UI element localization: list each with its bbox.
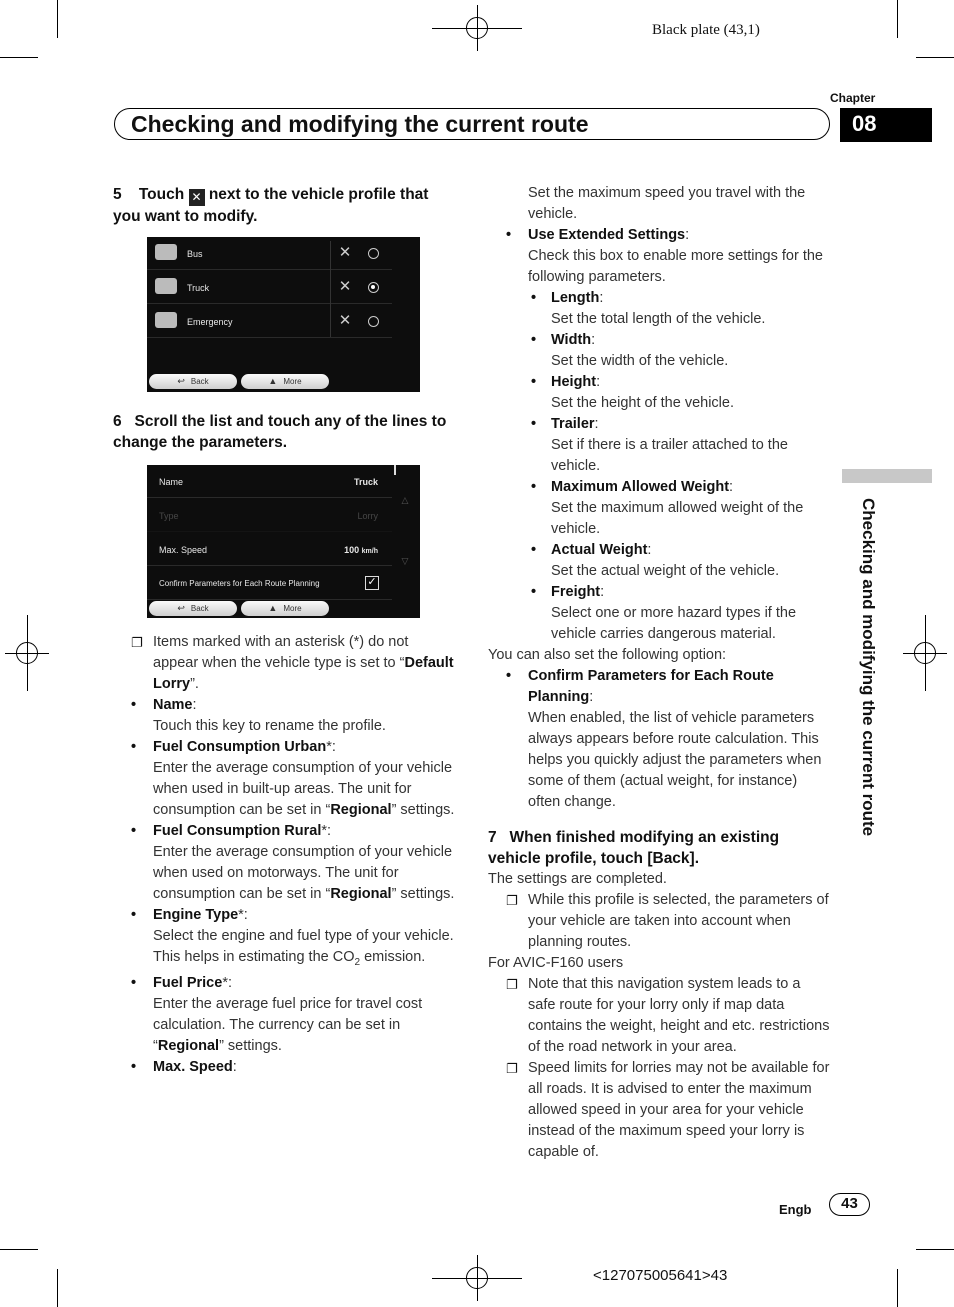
profile-radio[interactable]: [368, 248, 379, 259]
more-icon: ▲: [268, 603, 278, 613]
profile-row[interactable]: Emergency: [147, 305, 392, 338]
page-number: 43: [829, 1193, 870, 1216]
note: ❐ Speed limits for lorries may not be available for all roads. It is advised to enter the maximum allowed speed in your area for your vehicle instead of the maximum speed your lorry is capable of.: [506, 1060, 830, 1160]
profile-row[interactable]: Truck: [147, 271, 392, 304]
bullet: •: [131, 907, 137, 923]
vehicle-parameters-screen: [147, 465, 420, 618]
param-name: • Name: Touch this key to rename the profile.: [131, 697, 386, 734]
edit-profile-icon[interactable]: ✕: [338, 244, 352, 261]
param-max-weight: • Maximum Allowed Weight: Set the maximum allowed weight of the vehicle.: [531, 479, 804, 537]
vehicle-profile-screen: [147, 237, 420, 392]
plate-label: Black plate (43,1): [652, 22, 760, 38]
param-actual-weight: • Actual Weight: Set the actual weight of the vehicle.: [531, 542, 780, 579]
crop-mark: [0, 1249, 38, 1250]
param-fuel-price: • Fuel Price*: Enter the average fuel price for travel cost calculation. The currency can be set in “Regional” settings.: [131, 974, 423, 1054]
chapter-label: Chapter: [830, 91, 876, 105]
param-row[interactable]: Max. Speed 100 km/h: [147, 533, 392, 566]
bullet: •: [131, 974, 137, 991]
registration-line: [477, 5, 478, 51]
right-column: [488, 183, 830, 1163]
extended-sublist: [488, 288, 830, 645]
max-speed-desc: Set the maximum speed you travel with the vehicle.: [528, 185, 806, 222]
more-icon: ▲: [268, 376, 278, 386]
param-width: • Width: Set the width of the vehicle.: [531, 332, 729, 369]
bullet: •: [531, 374, 537, 390]
bullet: •: [506, 668, 512, 684]
note-icon: ❐: [506, 893, 518, 908]
completed-text: The settings are completed.: [488, 871, 667, 887]
left-column: [113, 184, 458, 227]
profile-row[interactable]: Bus: [147, 237, 392, 270]
bullet: •: [531, 416, 537, 432]
registration-line: [925, 615, 926, 691]
edit-profile-icon[interactable]: ✕: [338, 312, 352, 329]
bus-icon: [155, 244, 177, 260]
back-arrow-icon: ↩: [177, 603, 185, 613]
param-max-speed: • Max. Speed:: [131, 1057, 456, 1078]
tool-icon: ✕: [189, 189, 205, 206]
column-divider: [330, 241, 331, 337]
crop-mark: [916, 1249, 954, 1250]
bullet: •: [131, 823, 137, 839]
note: ❐ Note that this navigation system leads to a safe route for your lorry only if map data contains the weight, height and etc. restrictions of the road network in your area.: [506, 976, 830, 1055]
note: ❐ While this profile is selected, the parameters of your vehicle are taken into account when planning routes.: [506, 892, 829, 950]
crop-mark: [897, 1269, 898, 1307]
scrollbar[interactable]: [397, 495, 413, 595]
param-length: • Length: Set the total length of the vehicle.: [531, 290, 766, 327]
chapter-number: 08: [840, 108, 932, 142]
param-freight: • Freight: Select one or more hazard types if the vehicle carries dangerous material.: [531, 584, 797, 642]
bullet: •: [531, 479, 537, 495]
crop-mark: [57, 1269, 58, 1307]
scroll-up-icon[interactable]: △: [401, 495, 409, 505]
bullet: •: [131, 697, 137, 713]
registration-line: [477, 1255, 478, 1301]
param-confirm: • Confirm Parameters for Each Route Planning: When enabled, the list of vehicle parameters always appears before route calculation. This helps you quickly adjust the parameters when some of them (actual weight, for instance) often change.: [506, 668, 822, 810]
step-5: 5 Touch ✕ next to the vehicle profile that you want to modify.: [113, 186, 429, 225]
bullet: •: [131, 739, 137, 755]
crop-mark: [57, 0, 58, 38]
bullet: •: [531, 584, 537, 600]
emergency-vehicle-icon: [155, 312, 177, 328]
step-6-block: [113, 411, 458, 453]
back-button[interactable]: ↩ Back: [149, 601, 237, 616]
crop-mark: [916, 57, 954, 58]
bullet: •: [531, 332, 537, 348]
scroll-thumb[interactable]: [394, 465, 396, 475]
param-trailer: • Trailer: Set if there is a trailer attached to the vehicle.: [531, 416, 788, 474]
note-icon: ❐: [506, 977, 518, 992]
note-icon: ❐: [506, 1061, 518, 1076]
page-title: Checking and modifying the current route: [131, 111, 589, 137]
document-code: <127075005641>43: [593, 1267, 728, 1284]
more-button[interactable]: ▲ More: [241, 374, 329, 389]
bullet: •: [506, 227, 512, 243]
scroll-down-icon[interactable]: ▽: [401, 556, 409, 566]
param-row[interactable]: Confirm Parameters for Each Route Planning ✓: [147, 567, 392, 600]
bullet: •: [531, 542, 537, 558]
back-button[interactable]: ↩ Back: [149, 374, 237, 389]
param-row[interactable]: Name Truck: [147, 465, 392, 498]
param-row-disabled: Type Lorry: [147, 499, 392, 532]
note-icon: ❐: [131, 635, 143, 650]
avic-users-text: For AVIC-F160 users: [488, 955, 624, 971]
confirm-checkbox[interactable]: ✓: [365, 576, 379, 590]
bullet: •: [131, 1058, 137, 1075]
param-height: • Height: Set the height of the vehicle.: [531, 374, 734, 411]
more-button[interactable]: ▲ More: [241, 601, 329, 616]
truck-icon: [155, 278, 177, 294]
param-fuel-urban: • Fuel Consumption Urban*: Enter the average consumption of your vehicle when used in built-up areas. The unit for consumption can be set in “Regional” settings.: [131, 739, 455, 818]
crop-mark: [0, 57, 38, 58]
step-7: 7 When finished modifying an existing vehicle profile, touch [Back].: [488, 829, 780, 867]
back-arrow-icon: ↩: [177, 376, 185, 386]
bullet: •: [531, 290, 537, 306]
crop-mark: [897, 0, 898, 38]
note: ❐ Items marked with an asterisk (*) do not appear when the vehicle type is set to “Default Lorry”.: [131, 634, 454, 692]
param-engine-type: • Engine Type*: Select the engine and fuel type of your vehicle. This helps in estimating the $CO_2$ emission.: [131, 907, 454, 968]
also-text: You can also set the following option:: [488, 647, 727, 663]
edit-profile-icon[interactable]: ✕: [338, 278, 352, 295]
language-label: Engb: [779, 1202, 812, 1217]
profile-radio-selected[interactable]: [368, 282, 379, 293]
step-6: 6 Scroll the list and touch any of the lines to change the parameters.: [113, 413, 447, 451]
left-column-body: [131, 632, 456, 1078]
side-tab-title: Checking and modifying the current route: [859, 498, 878, 837]
param-fuel-rural: • Fuel Consumption Rural*: Enter the average consumption of your vehicle when used on motorways. The unit for consumption can be set in “Regional” settings.: [131, 823, 455, 902]
profile-radio[interactable]: [368, 316, 379, 327]
side-tab-bar: [842, 469, 932, 483]
param-extended: • Use Extended Settings: Check this box to enable more settings for the following parameters.: [506, 227, 823, 285]
registration-line: [27, 615, 28, 691]
